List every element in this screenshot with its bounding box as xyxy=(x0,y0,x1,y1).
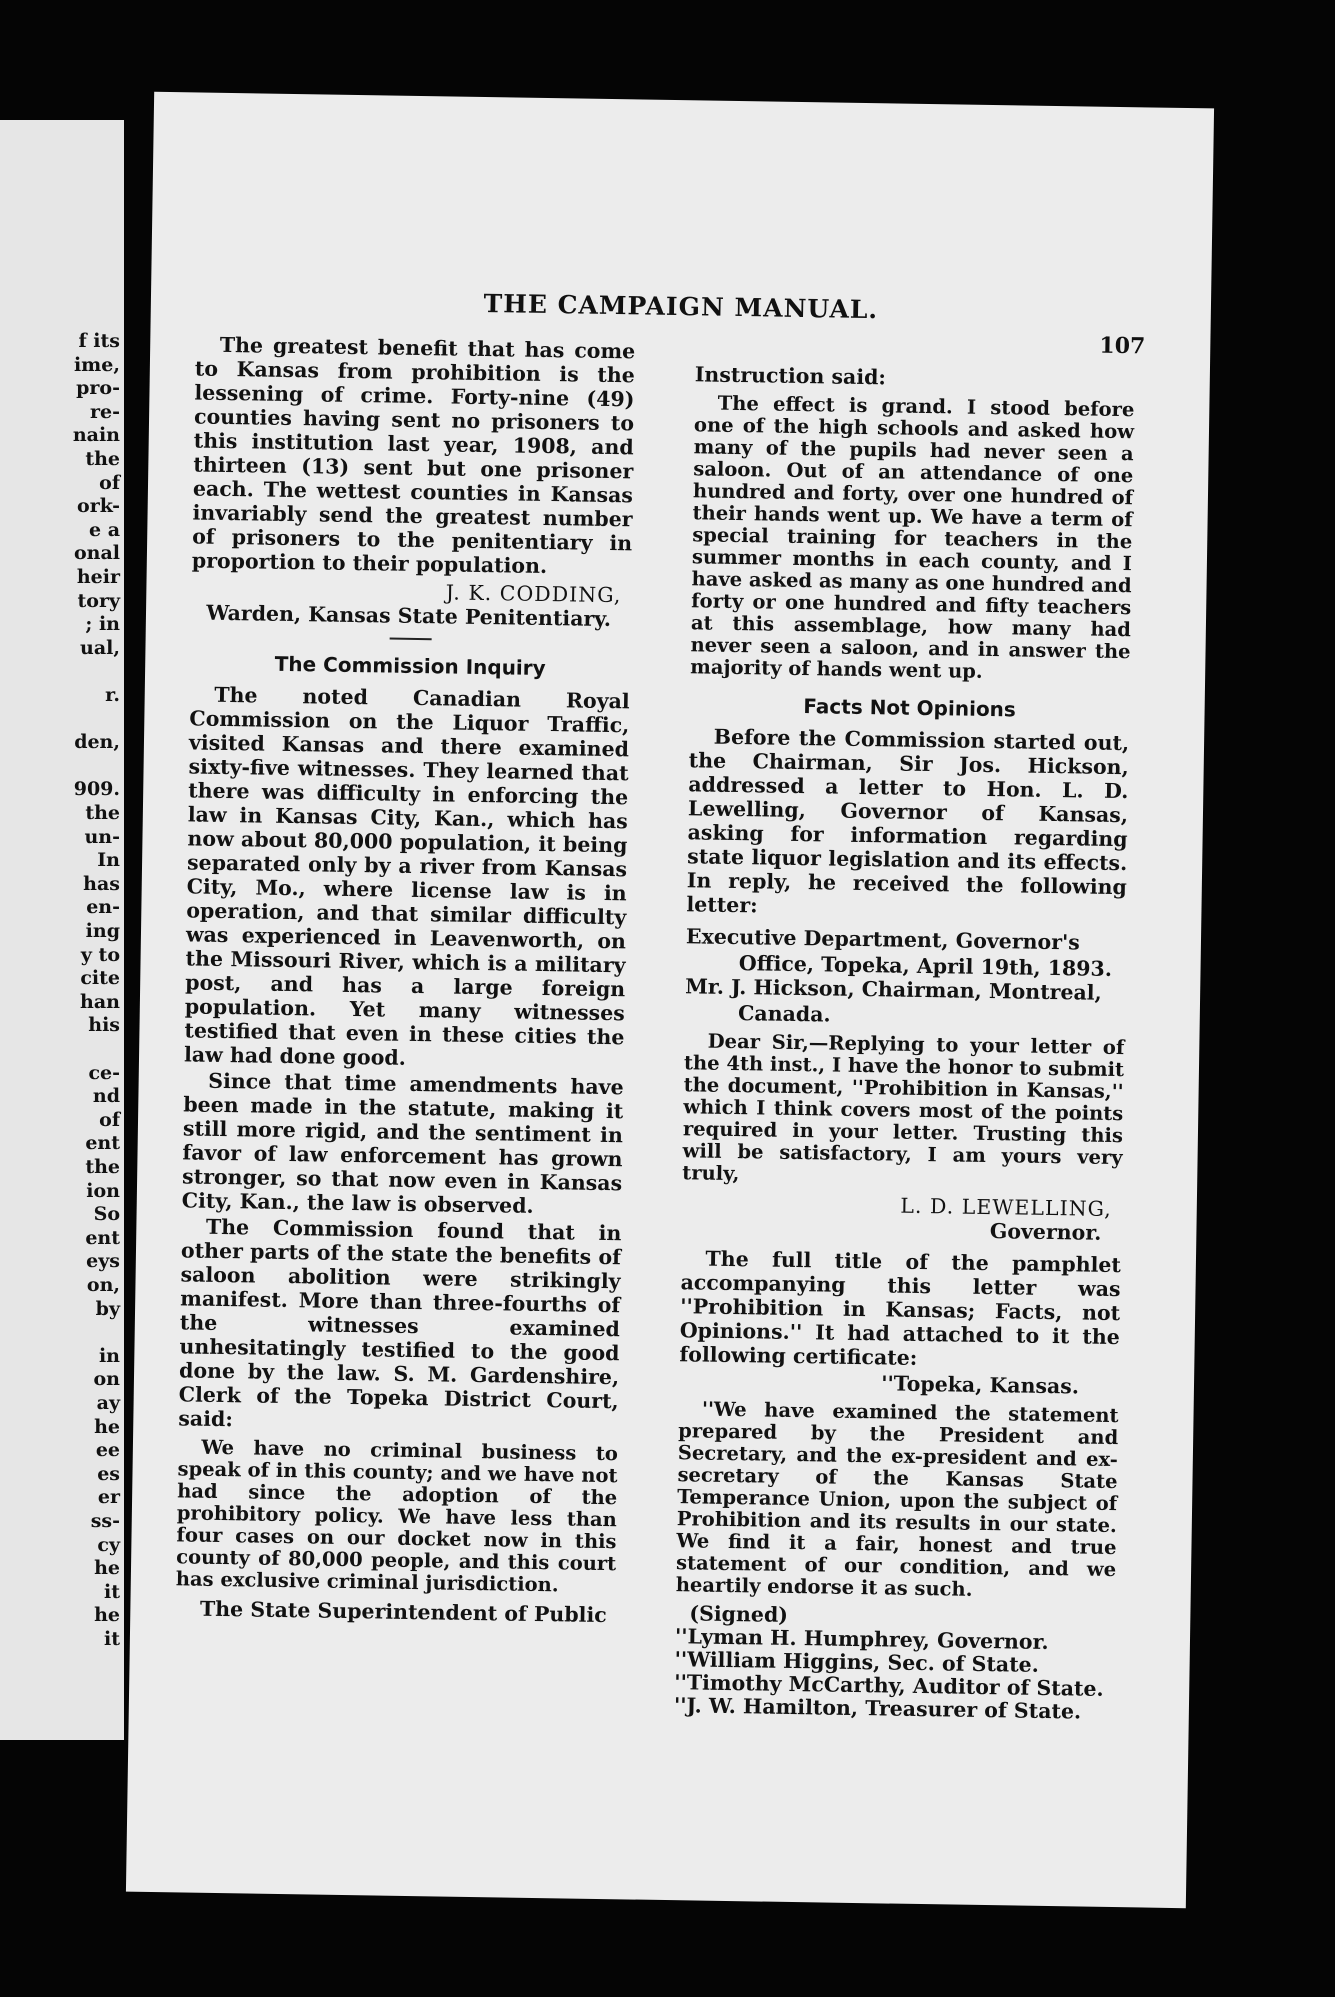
paragraph: Before the Commission started out, the Chairman, Sir Jos. Hickson, addressed a letter to Hon. L. D. Lewelling, Governor of Kansas, asking for information regarding state liquor legislation and its effects. In reply, he received the following letter: xyxy=(686,724,1130,918)
prev-page-fragment: of xyxy=(99,471,120,494)
letter-signature: L. D. LEWELLING, xyxy=(900,1193,1112,1221)
prev-page-fragment: nd xyxy=(92,1085,120,1108)
signature-name: J. K. CODDING, xyxy=(445,580,622,608)
letter-recipient: Mr. J. Hickson, Chairman, Montreal, xyxy=(685,974,1102,1005)
prev-page-fragment: ee xyxy=(95,1439,120,1462)
signature-title: Warden, Kansas State Penitentiary. xyxy=(206,600,612,632)
paragraph: Since that time amendments have been made in the statute, making it still more rigid, and the sentiment in favor of law enforcement has grown stronger, so that now even in Kansas City, Kan., the law is observed. xyxy=(181,1068,624,1218)
signer: ''J. W. Hamilton, Treasurer of State. xyxy=(673,1693,1082,1724)
prev-page-fragment: en- xyxy=(86,896,120,919)
prev-page-fragment: ; in xyxy=(85,613,120,636)
prev-page-fragment: So xyxy=(93,1203,120,1226)
prev-page-fragment: by xyxy=(95,1297,120,1320)
prev-page-fragment: on xyxy=(93,1368,120,1391)
prev-page-fragment: y to xyxy=(80,943,120,966)
prev-page-fragment: he xyxy=(94,1557,120,1580)
prev-page-fragment: ent xyxy=(85,1226,120,1249)
prev-page-fragment: he xyxy=(94,1604,120,1627)
prev-page-fragment: it xyxy=(104,1628,120,1650)
page-number: 107 xyxy=(1099,332,1146,360)
prev-page-fragment: it xyxy=(104,1580,120,1603)
prev-page-fragment: nain xyxy=(72,424,120,447)
divider xyxy=(390,638,432,641)
signer: ''Timothy McCarthy, Auditor of State. xyxy=(674,1670,1104,1701)
section-heading: Facts Not Opinions xyxy=(803,694,1016,722)
paragraph: The full title of the pamphlet accompanying this letter was ''Prohibition in Kansas; Facts, not Opinions.'' It had attached to it the following certificate: xyxy=(679,1246,1122,1370)
signer: ''Lyman H. Humphrey, Governor. xyxy=(674,1624,1049,1655)
prev-page-fragment: heir xyxy=(76,566,120,588)
prev-page-fragment: r. xyxy=(105,684,120,706)
certificate-body: ''We have examined the statement prepared by the President and Secretary, and the ex-president and ex-secretary of the Kansas State Temperance Union, upon the subject of Prohibition and its results in our state. We find it a fair, honest and true statement of our condition, and we heartily endorse it as such. xyxy=(675,1397,1119,1601)
prev-page-fragment: ay xyxy=(96,1392,120,1414)
prev-page-fragment: of xyxy=(99,1108,120,1131)
letter-body: Dear Sir,—Replying to your letter of the 4th inst., I have the honor to submit the document, ''Prohibition in Kansas,'' which I think covers most of the points required in your letter. Trusting this will be satisfactory, I am yours very truly, xyxy=(682,1029,1125,1186)
paragraph: The noted Canadian Royal Commission on the Liquor Traffic, visited Kansas and there examined sixty-five witnesses. They learned that there was difficulty in enforcing the law in Kansas City, Kan., which has now about 80,000 population, it being separated only by a river from Kansas City, Mo., where license law is in operation, and that similar difficulty was experienced in Leavenworth, on the Missouri River, which is a military post, and has a large foreign population. Yet many witnesses testified that even in these cities the law had done good. xyxy=(183,682,630,1070)
prev-page-fragment: cy xyxy=(97,1533,120,1556)
prev-page-fragment: his xyxy=(88,1014,120,1037)
signer: ''William Higgins, Sec. of State. xyxy=(674,1647,1040,1677)
paragraph: Instruction said: xyxy=(694,362,887,390)
block-quote: We have no criminal business to speak of in this county; and we have not had since the adoption of the prohibitory policy. We have less than four cases on our docket now in this county of 80,000 people, and this court has exclusive criminal jurisdiction. xyxy=(175,1435,619,1597)
letter-heading: Executive Department, Governor's xyxy=(685,924,1081,955)
previous-page-edge xyxy=(0,120,124,1740)
prev-page-fragment: in xyxy=(98,1344,120,1367)
paragraph: The State Superintendent of Public xyxy=(199,1596,607,1628)
prev-page-fragment: has xyxy=(83,872,120,895)
prev-page-fragment: cite xyxy=(80,967,120,990)
prev-page-fragment: f its xyxy=(78,330,120,352)
prev-page-fragment: the xyxy=(85,448,120,470)
signed-label: (Signed) xyxy=(689,1601,789,1627)
prev-page-fragment: ce- xyxy=(88,1061,120,1084)
prev-page-fragment: onal xyxy=(73,542,120,565)
prev-page-fragment: ing xyxy=(85,920,120,942)
prev-page-fragment: ion xyxy=(86,1179,120,1202)
prev-page-fragment: In xyxy=(97,849,120,872)
prev-page-fragment: ime, xyxy=(73,353,120,376)
prev-page-fragment: tory xyxy=(77,589,120,612)
prev-page-fragment: ork- xyxy=(77,495,120,518)
prev-page-fragment: den, xyxy=(74,731,120,754)
prev-page-fragment: 909. xyxy=(73,778,120,801)
prev-page-fragment: ual, xyxy=(80,636,120,659)
letter-signature-title: Governor. xyxy=(989,1219,1102,1245)
prev-page-fragment: un- xyxy=(84,825,120,848)
certificate-place: ''Topeka, Kansas. xyxy=(881,1371,1080,1399)
prev-page-fragment: pro- xyxy=(76,377,120,400)
block-quote: The effect is grand. I stood before one of the high schools and asked how many of the pupils had never seen a saloon. Out of an attendance of one hundred and forty, over one hundred of their hands went up. We have a term of special training for teachers in the summer months in each county, and I have asked as many as one hundred and forty or one hundred and fifty teachers at this assemblage, how many had never seen a saloon, and in answer the majority of hands went up. xyxy=(690,391,1135,683)
prev-page-fragment: the xyxy=(85,1156,120,1178)
paragraph: The greatest benefit that has come to Kansas from prohibition is the lessening of crime. Forty-nine (49) counties having sent no prisoners to this institution last year, 1908, and thirteen (13) sent but one prisoner each. The wettest counties in Kansas invariably send the greatest number of prisoners to the penitentiary in proportion to their population. xyxy=(191,332,636,579)
prev-page-fragment: the xyxy=(85,802,120,824)
paragraph: The Commission found that in other parts of the state the benefits of saloon abolition were strikingly manifest. More than three-fourths of the witnesses examined unhesitatingly testified to the good done by the law. S. M. Gardenshire, Clerk of the Topeka District Court, said: xyxy=(178,1214,622,1432)
prev-page-fragment: han xyxy=(80,990,120,1013)
prev-page-fragment: er xyxy=(97,1486,120,1509)
prev-page-fragment: eys xyxy=(86,1250,120,1273)
running-header: THE CAMPAIGN MANUAL. xyxy=(483,288,879,325)
prev-page-fragment: ent xyxy=(85,1132,120,1155)
prev-page-fragment: ss- xyxy=(90,1510,120,1532)
prev-page-fragment: re- xyxy=(90,400,120,423)
letter-heading: Office, Topeka, April 19th, 1893. xyxy=(738,951,1113,981)
section-heading: The Commission Inquiry xyxy=(274,651,546,681)
left-column xyxy=(175,332,635,1629)
prev-page-fragment: on, xyxy=(86,1274,120,1296)
prev-page-fragment: he xyxy=(94,1415,120,1438)
book-page xyxy=(126,92,1214,1908)
prev-page-fragment: es xyxy=(97,1462,120,1485)
right-column xyxy=(674,362,1135,1724)
letter-recipient: Canada. xyxy=(737,1001,831,1027)
prev-page-fragment: e a xyxy=(88,518,120,541)
